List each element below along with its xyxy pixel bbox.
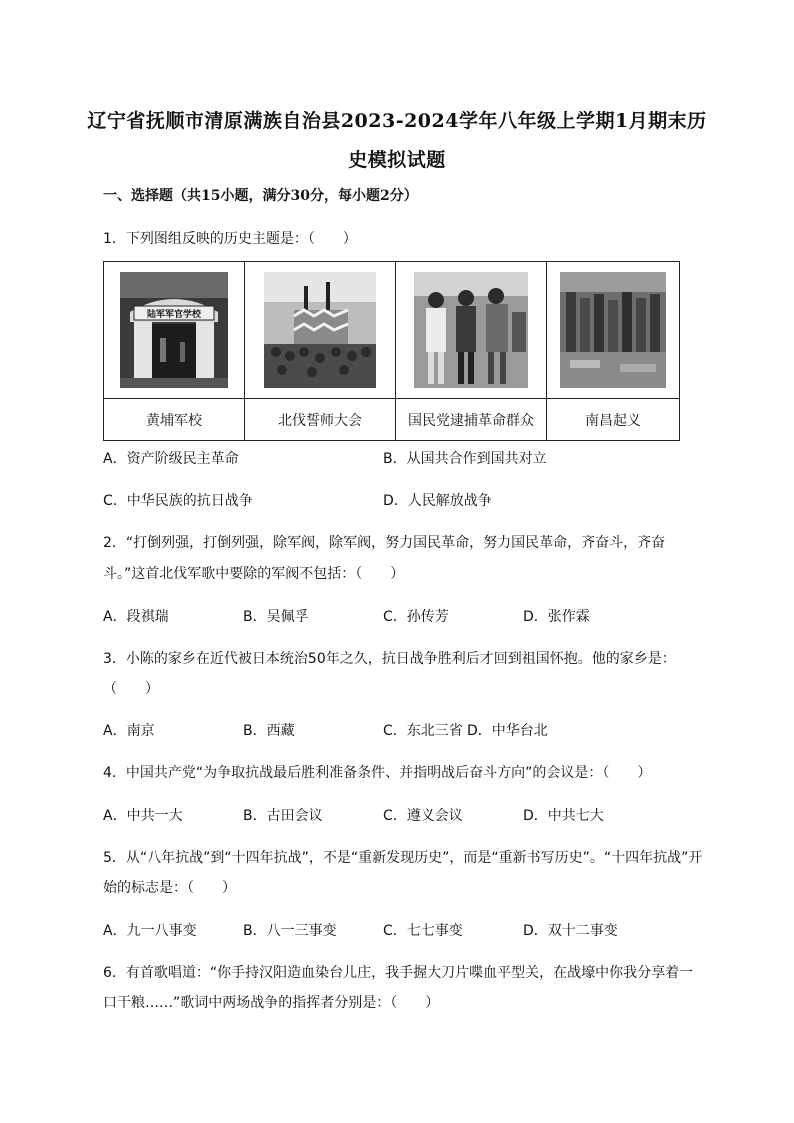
photo-cell-nanchang xyxy=(547,262,680,399)
question-5-line1: 5．从“八年抗战”到“十四年抗战”，不是“重新发现历史”，而是“重新书写历史”。“十四年抗战”开 xyxy=(103,850,703,866)
q1-option-c: C．中华民族的抗日战争 xyxy=(103,493,253,509)
q2-option-d: D．张作霖 xyxy=(523,609,590,625)
photo-cell-huangpu xyxy=(104,262,245,399)
q5-option-d: D．双十二事变 xyxy=(523,923,618,939)
caption-northern-expedition: 北伐誓师大会 xyxy=(245,399,396,441)
caption-arrest: 国民党逮捕革命群众 xyxy=(396,399,547,441)
academy-sign-text: 陆军军官学校 xyxy=(146,310,202,320)
q2-option-b: B．吴佩孚 xyxy=(243,609,309,625)
photo-cell-arrest xyxy=(396,262,547,399)
question-4-line1: 4．中国共产党“为争取抗战最后胜利准备条件、并指明战后奋斗方向”的会议是：（ ） xyxy=(103,765,652,781)
huangpu-academy-photo xyxy=(120,272,228,388)
q5-option-a: A．九一八事变 xyxy=(103,923,197,939)
q1-option-b: B．从国共合作到国共对立 xyxy=(383,451,547,467)
question-1-stem: 1．下列图组反映的历史主题是：（ ） xyxy=(103,231,357,247)
caption-huangpu: 黄埔军校 xyxy=(104,399,245,441)
question-3-line2: （ ） xyxy=(103,681,159,697)
exam-title-line1: 辽宁省抚顺市清原满族自治县2023-2024学年八年级上学期1月期末历 xyxy=(87,110,707,132)
photo-cell-northern-expedition xyxy=(245,262,396,399)
question-6-line1: 6．有首歌唱道：“你手持汉阳造血染台儿庄，我手握大刀片喋血平型关，在战壕中你我分享着一 xyxy=(103,965,694,981)
exam-title-line2: 史模拟试题 xyxy=(348,149,446,171)
q3-option-c: C．东北三省 xyxy=(383,723,463,739)
nanchang-uprising-photo xyxy=(560,272,666,388)
q1-option-d: D．人民解放战争 xyxy=(383,493,492,509)
q5-option-b: B．八一三事变 xyxy=(243,923,337,939)
q2-option-c: C．孙传芳 xyxy=(383,609,449,625)
caption-nanchang: 南昌起义 xyxy=(547,399,680,441)
question-2-line1: 2．“打倒列强，打倒列强，除军阀，除军阀，努力国民革命，努力国民革命，齐奋斗，齐奋 xyxy=(103,535,666,551)
question-3-line1: 3．小陈的家乡在近代被日本统治50年之久，抗日战争胜利后才回到祖国怀抱。他的家乡是： xyxy=(103,651,676,667)
question-5-line2: 始的标志是：（ ） xyxy=(103,880,236,896)
q4-option-c: C．遵义会议 xyxy=(383,808,463,824)
q4-option-a: A．中共一大 xyxy=(103,808,183,824)
q3-option-b: B．西藏 xyxy=(243,723,295,739)
q2-option-a: A．段祺瑞 xyxy=(103,609,169,625)
northern-expedition-rally-photo xyxy=(264,272,376,388)
photo-table xyxy=(103,261,680,441)
arrest-of-revolutionaries-photo xyxy=(414,272,528,388)
q4-option-d: D．中共七大 xyxy=(523,808,604,824)
q3-option-d: D．中华台北 xyxy=(467,723,548,739)
section-heading: 一、选择题（共15小题，满分30分，每小题2分） xyxy=(103,188,418,204)
q1-option-a: A．资产阶级民主革命 xyxy=(103,451,239,467)
q4-option-b: B．古田会议 xyxy=(243,808,323,824)
q5-option-c: C．七七事变 xyxy=(383,923,463,939)
q3-option-a: A．南京 xyxy=(103,723,155,739)
question-2-line2: 斗。”这首北伐军歌中要除的军阀不包括：（ ） xyxy=(103,566,405,582)
question-6-line2: 口干粮……”歌词中两场战争的指挥者分别是：（ ） xyxy=(103,995,440,1011)
